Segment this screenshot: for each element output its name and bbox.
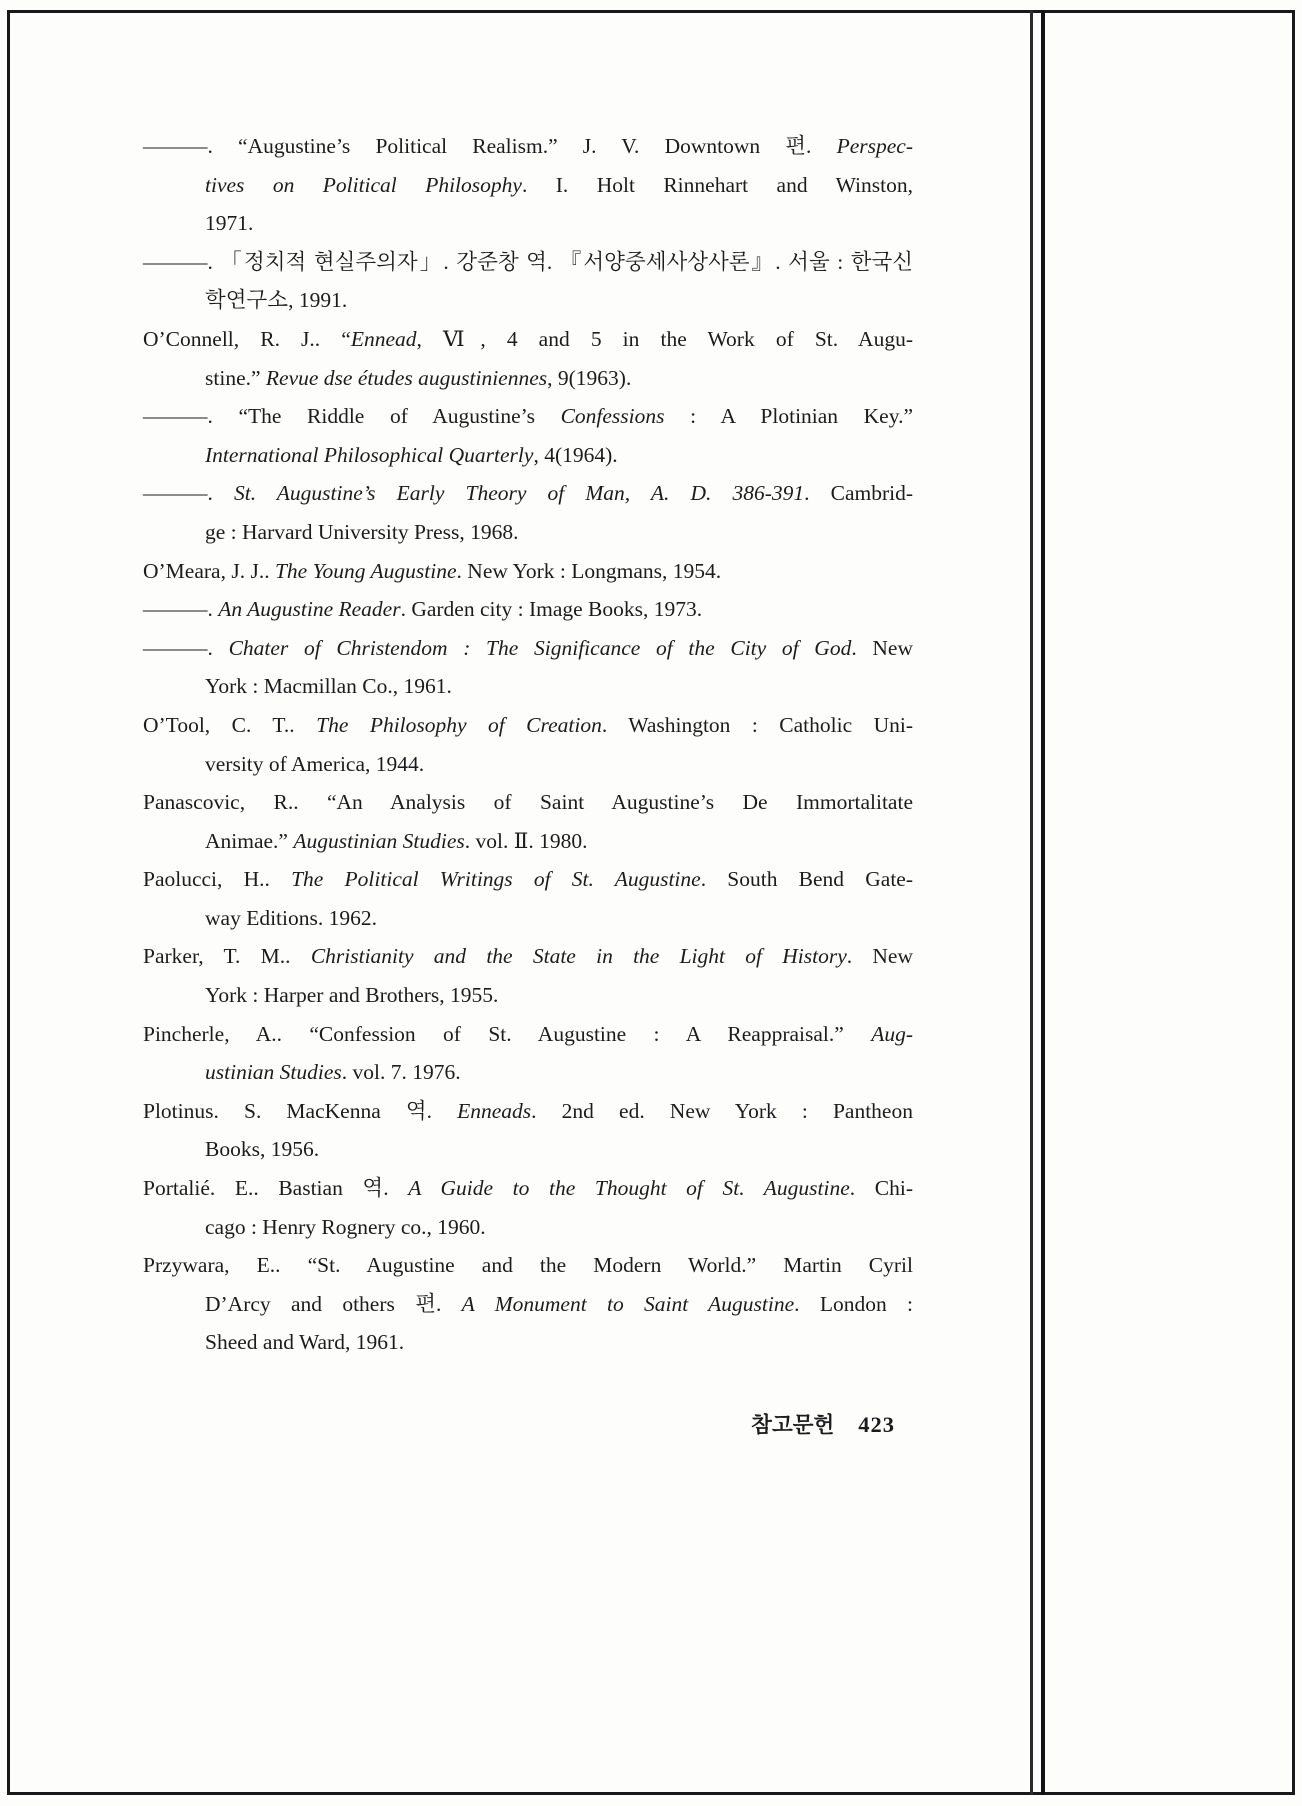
bibliography-entry: [143, 590, 913, 629]
bibliography-line: [205, 359, 913, 398]
text-segment: Chater of Christendom : The Significance of the City of God: [228, 635, 852, 660]
text-segment: A Guide to the Thought of St. Augustine: [408, 1176, 850, 1201]
text-segment: . New: [846, 944, 913, 969]
text-segment: York : Harper and Brothers, 1955.: [205, 983, 499, 1008]
bibliography-entry: [143, 320, 913, 397]
text-segment: . Chi-: [849, 1176, 913, 1201]
text-segment: O’Connell, R. J.. “: [143, 326, 351, 351]
text-segment: . vol. Ⅱ. 1980.: [464, 828, 588, 853]
bibliography-line: [143, 127, 913, 166]
page-footer: [143, 1410, 895, 1440]
bibliography-entry: [143, 243, 913, 320]
text-segment: The Political Writings of St. Augustine: [291, 867, 701, 892]
text-segment: International Philosophical Quarterly: [205, 442, 534, 467]
text-segment: , Ⅵ, 4 and 5 in the Work of St. Augu-: [416, 326, 913, 351]
footer-page-number: 423: [858, 1412, 895, 1437]
text-segment: Ennead: [350, 326, 417, 351]
bibliography-line: [143, 320, 913, 359]
text-segment: D’Arcy and others 편.: [205, 1291, 462, 1316]
bibliography-line: [205, 1285, 913, 1324]
page-edge-line: [1030, 10, 1033, 1795]
text-segment: 학연구소, 1991.: [205, 288, 348, 313]
bibliography-line: [205, 976, 913, 1015]
bibliography-entry: [143, 706, 913, 783]
text-segment: , 4(1964).: [533, 442, 618, 467]
bibliography-entry: [143, 1015, 913, 1092]
text-segment: . New York : Longmans, 1954.: [456, 558, 722, 583]
text-segment: cago : Henry Rognery co., 1960.: [205, 1214, 486, 1239]
bibliography-line: [143, 860, 913, 899]
text-segment: O’Tool, C. T..: [143, 712, 317, 737]
bibliography-line: [205, 513, 913, 552]
text-segment: versity of America, 1944.: [205, 751, 425, 776]
text-segment: ———. “Augustine’s Political Realism.” J. V. Downtown 편.: [143, 134, 837, 158]
text-segment: ———. “The Riddle of Augustine’s: [143, 404, 561, 429]
bibliography-entry: [143, 783, 913, 860]
bibliography-line: [143, 783, 913, 822]
bibliography-line: [205, 822, 913, 861]
bibliography-line: [205, 1208, 913, 1247]
bibliography-line: [205, 204, 913, 243]
bibliography-line: [143, 1092, 913, 1131]
text-segment: Revue dse études augustiniennes: [265, 365, 548, 390]
text-segment: Sheed and Ward, 1961.: [205, 1330, 405, 1355]
bibliography-line: [205, 436, 913, 475]
text-segment: . 2nd ed. New York : Pantheon: [531, 1098, 913, 1123]
text-segment: O’Meara, J. J..: [143, 558, 275, 583]
text-segment: Portalié. E.. Bastian 역.: [143, 1176, 409, 1201]
text-segment: Pincherle, A.. “Confession of St. Augustine : A Reappraisal.”: [143, 1021, 872, 1046]
text-segment: York : Macmillan Co., 1961.: [205, 674, 452, 699]
text-segment: A Monument to Saint Augustine: [461, 1291, 795, 1316]
text-segment: ge : Harvard University Press, 1968.: [205, 519, 519, 544]
text-segment: : A Plotinian Key.”: [664, 404, 913, 429]
bibliography-entry: [143, 1092, 913, 1169]
bibliography-entry: [143, 552, 913, 591]
text-segment: Aug-: [871, 1021, 913, 1046]
text-segment: . Cambrid-: [804, 481, 914, 506]
bibliography-line: [143, 474, 913, 513]
text-segment: Panascovic, R.. “An Analysis of Saint Augustine’s De Immortalitate: [143, 790, 913, 815]
text-segment: St. Augustine’s Early Theory of Man, A. D. 386-391: [233, 481, 805, 506]
bibliography-entry: [143, 1169, 913, 1246]
bibliography-line: [205, 1130, 913, 1169]
bibliography-line: [143, 1169, 913, 1208]
bibliography-line: [143, 1246, 913, 1285]
text-segment: . Garden city : Image Books, 1973.: [400, 597, 703, 622]
bibliography-entry: [143, 474, 913, 551]
text-segment: ———.: [143, 597, 219, 622]
text-segment: Books, 1956.: [205, 1137, 320, 1162]
page-edge-line: [1041, 10, 1045, 1795]
bibliography-line: [143, 706, 913, 745]
text-segment: Plotinus. S. MacKenna 역.: [143, 1098, 458, 1123]
bibliography-line: [143, 937, 913, 976]
text-segment: . vol. 7. 1976.: [341, 1060, 461, 1085]
bibliography-line: [143, 552, 913, 591]
bibliography-line: [143, 243, 913, 282]
text-segment: Perspec-: [836, 134, 913, 158]
text-segment: ———.: [143, 481, 234, 506]
bibliography-entry: [143, 397, 913, 474]
text-segment: An Augustine Reader: [218, 597, 401, 622]
bibliography-entry: [143, 1246, 913, 1362]
text-segment: . London :: [794, 1291, 914, 1316]
bibliography-entry: [143, 860, 913, 937]
text-segment: 1971.: [205, 211, 254, 236]
text-segment: Enneads: [457, 1098, 532, 1123]
text-segment: . South Bend Gate-: [700, 867, 913, 892]
text-segment: . Washington : Catholic Uni-: [601, 712, 913, 737]
bibliography-line: [205, 1323, 913, 1362]
bibliography-line: [205, 667, 913, 706]
footer-label: 참고문헌: [751, 1413, 835, 1437]
text-segment: Parker, T. M..: [143, 944, 311, 969]
bibliography-line: [205, 1053, 913, 1092]
text-segment: ———. 「정치적 현실주의자」. 강준창 역. 『서양중세사상사론』. 서울 : 한국신: [143, 249, 913, 274]
bibliography-list: [143, 127, 913, 1362]
text-segment: , 9(1963).: [547, 365, 632, 390]
bibliography-line: [205, 281, 913, 320]
bibliography-entry: [143, 937, 913, 1014]
text-segment: . I. Holt Rinnehart and Winston,: [521, 172, 913, 197]
text-segment: way Editions. 1962.: [205, 905, 377, 930]
text-segment: Christianity and the State in the Light of History: [310, 944, 847, 969]
text-segment: The Young Augustine: [274, 558, 457, 583]
text-segment: Paolucci, H..: [143, 867, 292, 892]
text-segment: tives on Political Philosophy: [205, 172, 522, 197]
bibliography-line: [143, 397, 913, 436]
text-segment: Przywara, E.. “St. Augustine and the Modern World.” Martin Cyril: [143, 1253, 913, 1278]
bibliography-line: [143, 1015, 913, 1054]
text-segment: Augustinian Studies: [293, 828, 465, 853]
bibliography-line: [205, 745, 913, 784]
text-segment: ustinian Studies: [205, 1060, 342, 1085]
bibliography-entry: [143, 127, 913, 243]
text-segment: Confessions: [560, 404, 665, 429]
text-segment: The Philosophy of Creation: [316, 712, 602, 737]
text-segment: . New: [851, 635, 913, 660]
bibliography-entry: [143, 629, 913, 706]
text-segment: stine.”: [205, 365, 266, 390]
bibliography-line: [205, 166, 913, 205]
bibliography-line: [205, 899, 913, 938]
text-segment: ———.: [143, 635, 229, 660]
bibliography-line: [143, 629, 913, 668]
text-segment: Animae.”: [205, 828, 294, 853]
bibliography-line: [143, 590, 913, 629]
